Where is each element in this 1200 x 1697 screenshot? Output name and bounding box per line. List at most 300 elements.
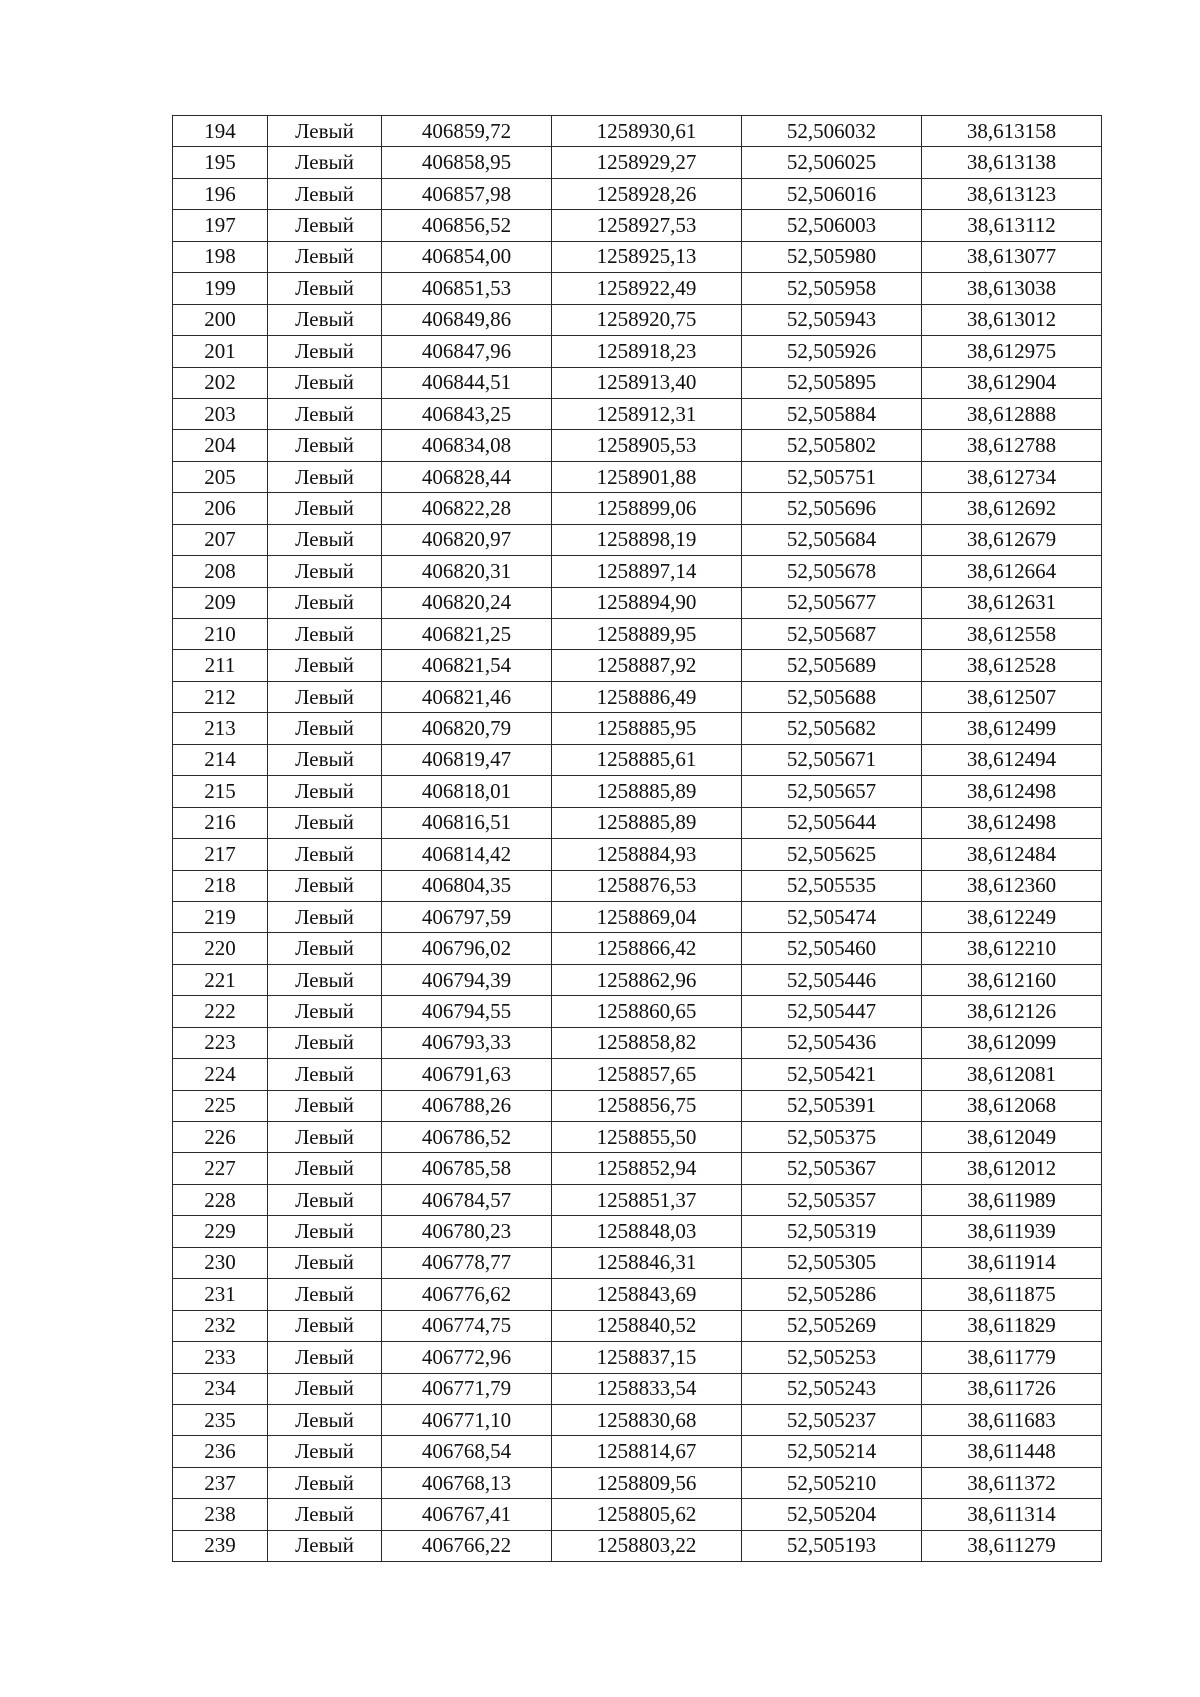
x-coordinate-cell: 406804,35 <box>382 870 552 901</box>
y-coordinate-cell: 1258913,40 <box>552 367 742 398</box>
y-coordinate-cell: 1258886,49 <box>552 681 742 712</box>
x-coordinate-cell: 406766,22 <box>382 1530 552 1561</box>
latitude-cell: 52,505751 <box>742 461 922 492</box>
y-coordinate-cell: 1258912,31 <box>552 398 742 429</box>
point-number-cell: 226 <box>173 1122 268 1153</box>
x-coordinate-cell: 406771,79 <box>382 1373 552 1404</box>
y-coordinate-cell: 1258858,82 <box>552 1027 742 1058</box>
latitude-cell: 52,505684 <box>742 524 922 555</box>
side-cell: Левый <box>268 1279 382 1310</box>
side-cell: Левый <box>268 556 382 587</box>
side-cell: Левый <box>268 304 382 335</box>
x-coordinate-cell: 406858,95 <box>382 147 552 178</box>
side-cell: Левый <box>268 933 382 964</box>
longitude-cell: 38,611372 <box>922 1467 1102 1498</box>
x-coordinate-cell: 406819,47 <box>382 744 552 775</box>
point-number-cell: 195 <box>173 147 268 178</box>
y-coordinate-cell: 1258846,31 <box>552 1247 742 1278</box>
table-row <box>173 807 1102 838</box>
table-row <box>173 619 1102 650</box>
point-number-cell: 224 <box>173 1059 268 1090</box>
longitude-cell: 38,611683 <box>922 1404 1102 1435</box>
x-coordinate-cell: 406834,08 <box>382 430 552 461</box>
point-number-cell: 234 <box>173 1373 268 1404</box>
x-coordinate-cell: 406794,55 <box>382 996 552 1027</box>
point-number-cell: 235 <box>173 1404 268 1435</box>
side-cell: Левый <box>268 870 382 901</box>
point-number-cell: 227 <box>173 1153 268 1184</box>
y-coordinate-cell: 1258852,94 <box>552 1153 742 1184</box>
side-cell: Левый <box>268 1247 382 1278</box>
point-number-cell: 210 <box>173 619 268 650</box>
longitude-cell: 38,611914 <box>922 1247 1102 1278</box>
latitude-cell: 52,505193 <box>742 1530 922 1561</box>
point-number-cell: 214 <box>173 744 268 775</box>
x-coordinate-cell: 406820,31 <box>382 556 552 587</box>
side-cell: Левый <box>268 430 382 461</box>
latitude-cell: 52,505688 <box>742 681 922 712</box>
y-coordinate-cell: 1258928,26 <box>552 178 742 209</box>
y-coordinate-cell: 1258848,03 <box>552 1216 742 1247</box>
x-coordinate-cell: 406821,25 <box>382 619 552 650</box>
latitude-cell: 52,505269 <box>742 1310 922 1341</box>
y-coordinate-cell: 1258876,53 <box>552 870 742 901</box>
latitude-cell: 52,505447 <box>742 996 922 1027</box>
longitude-cell: 38,612734 <box>922 461 1102 492</box>
x-coordinate-cell: 406768,13 <box>382 1467 552 1498</box>
y-coordinate-cell: 1258887,92 <box>552 650 742 681</box>
latitude-cell: 52,506032 <box>742 116 922 147</box>
x-coordinate-cell: 406822,28 <box>382 493 552 524</box>
table-row <box>173 1184 1102 1215</box>
longitude-cell: 38,611875 <box>922 1279 1102 1310</box>
x-coordinate-cell: 406820,97 <box>382 524 552 555</box>
latitude-cell: 52,505391 <box>742 1090 922 1121</box>
point-number-cell: 220 <box>173 933 268 964</box>
table-row <box>173 1247 1102 1278</box>
side-cell: Левый <box>268 839 382 870</box>
x-coordinate-cell: 406816,51 <box>382 807 552 838</box>
side-cell: Левый <box>268 901 382 932</box>
side-cell: Левый <box>268 1436 382 1467</box>
side-cell: Левый <box>268 1499 382 1530</box>
x-coordinate-cell: 406771,10 <box>382 1404 552 1435</box>
point-number-cell: 221 <box>173 964 268 995</box>
point-number-cell: 215 <box>173 776 268 807</box>
latitude-cell: 52,505460 <box>742 933 922 964</box>
latitude-cell: 52,505696 <box>742 493 922 524</box>
table-row <box>173 493 1102 524</box>
table-row <box>173 1467 1102 1498</box>
y-coordinate-cell: 1258889,95 <box>552 619 742 650</box>
table-row <box>173 147 1102 178</box>
x-coordinate-cell: 406780,23 <box>382 1216 552 1247</box>
side-cell: Левый <box>268 336 382 367</box>
y-coordinate-cell: 1258857,65 <box>552 1059 742 1090</box>
longitude-cell: 38,612528 <box>922 650 1102 681</box>
y-coordinate-cell: 1258885,61 <box>552 744 742 775</box>
point-number-cell: 204 <box>173 430 268 461</box>
table-row <box>173 1373 1102 1404</box>
side-cell: Левый <box>268 1530 382 1561</box>
y-coordinate-cell: 1258809,56 <box>552 1467 742 1498</box>
x-coordinate-cell: 406828,44 <box>382 461 552 492</box>
side-cell: Левый <box>268 681 382 712</box>
longitude-cell: 38,612499 <box>922 713 1102 744</box>
x-coordinate-cell: 406776,62 <box>382 1279 552 1310</box>
longitude-cell: 38,612484 <box>922 839 1102 870</box>
point-number-cell: 198 <box>173 241 268 272</box>
point-number-cell: 222 <box>173 996 268 1027</box>
y-coordinate-cell: 1258901,88 <box>552 461 742 492</box>
x-coordinate-cell: 406794,39 <box>382 964 552 995</box>
table-row <box>173 681 1102 712</box>
latitude-cell: 52,505682 <box>742 713 922 744</box>
latitude-cell: 52,505474 <box>742 901 922 932</box>
point-number-cell: 196 <box>173 178 268 209</box>
x-coordinate-cell: 406793,33 <box>382 1027 552 1058</box>
latitude-cell: 52,505446 <box>742 964 922 995</box>
longitude-cell: 38,611939 <box>922 1216 1102 1247</box>
latitude-cell: 52,505958 <box>742 273 922 304</box>
coordinates-table-body <box>173 116 1102 1562</box>
side-cell: Левый <box>268 398 382 429</box>
x-coordinate-cell: 406854,00 <box>382 241 552 272</box>
y-coordinate-cell: 1258862,96 <box>552 964 742 995</box>
longitude-cell: 38,612126 <box>922 996 1102 1027</box>
side-cell: Левый <box>268 1342 382 1373</box>
y-coordinate-cell: 1258856,75 <box>552 1090 742 1121</box>
y-coordinate-cell: 1258843,69 <box>552 1279 742 1310</box>
side-cell: Левый <box>268 1216 382 1247</box>
y-coordinate-cell: 1258922,49 <box>552 273 742 304</box>
latitude-cell: 52,505243 <box>742 1373 922 1404</box>
longitude-cell: 38,612012 <box>922 1153 1102 1184</box>
side-cell: Левый <box>268 964 382 995</box>
y-coordinate-cell: 1258930,61 <box>552 116 742 147</box>
side-cell: Левый <box>268 210 382 241</box>
y-coordinate-cell: 1258869,04 <box>552 901 742 932</box>
latitude-cell: 52,505367 <box>742 1153 922 1184</box>
side-cell: Левый <box>268 147 382 178</box>
longitude-cell: 38,612558 <box>922 619 1102 650</box>
table-row <box>173 1059 1102 1090</box>
table-row <box>173 1122 1102 1153</box>
point-number-cell: 200 <box>173 304 268 335</box>
longitude-cell: 38,612888 <box>922 398 1102 429</box>
latitude-cell: 52,506016 <box>742 178 922 209</box>
point-number-cell: 206 <box>173 493 268 524</box>
point-number-cell: 223 <box>173 1027 268 1058</box>
longitude-cell: 38,612788 <box>922 430 1102 461</box>
point-number-cell: 202 <box>173 367 268 398</box>
longitude-cell: 38,611314 <box>922 1499 1102 1530</box>
side-cell: Левый <box>268 1404 382 1435</box>
latitude-cell: 52,505943 <box>742 304 922 335</box>
x-coordinate-cell: 406791,63 <box>382 1059 552 1090</box>
side-cell: Левый <box>268 744 382 775</box>
side-cell: Левый <box>268 650 382 681</box>
side-cell: Левый <box>268 1310 382 1341</box>
longitude-cell: 38,612631 <box>922 587 1102 618</box>
x-coordinate-cell: 406774,75 <box>382 1310 552 1341</box>
longitude-cell: 38,611779 <box>922 1342 1102 1373</box>
x-coordinate-cell: 406847,96 <box>382 336 552 367</box>
x-coordinate-cell: 406843,25 <box>382 398 552 429</box>
point-number-cell: 230 <box>173 1247 268 1278</box>
table-row <box>173 1310 1102 1341</box>
longitude-cell: 38,612507 <box>922 681 1102 712</box>
table-row <box>173 1404 1102 1435</box>
y-coordinate-cell: 1258814,67 <box>552 1436 742 1467</box>
point-number-cell: 213 <box>173 713 268 744</box>
x-coordinate-cell: 406857,98 <box>382 178 552 209</box>
side-cell: Левый <box>268 1373 382 1404</box>
y-coordinate-cell: 1258885,89 <box>552 776 742 807</box>
point-number-cell: 203 <box>173 398 268 429</box>
longitude-cell: 38,613158 <box>922 116 1102 147</box>
table-row <box>173 1216 1102 1247</box>
latitude-cell: 52,505421 <box>742 1059 922 1090</box>
point-number-cell: 238 <box>173 1499 268 1530</box>
longitude-cell: 38,611726 <box>922 1373 1102 1404</box>
latitude-cell: 52,506025 <box>742 147 922 178</box>
point-number-cell: 207 <box>173 524 268 555</box>
longitude-cell: 38,612692 <box>922 493 1102 524</box>
point-number-cell: 217 <box>173 839 268 870</box>
side-cell: Левый <box>268 1184 382 1215</box>
table-row <box>173 461 1102 492</box>
x-coordinate-cell: 406767,41 <box>382 1499 552 1530</box>
side-cell: Левый <box>268 1153 382 1184</box>
y-coordinate-cell: 1258837,15 <box>552 1342 742 1373</box>
point-number-cell: 237 <box>173 1467 268 1498</box>
y-coordinate-cell: 1258840,52 <box>552 1310 742 1341</box>
side-cell: Левый <box>268 1122 382 1153</box>
longitude-cell: 38,613077 <box>922 241 1102 272</box>
table-row <box>173 210 1102 241</box>
latitude-cell: 52,505657 <box>742 776 922 807</box>
x-coordinate-cell: 406849,86 <box>382 304 552 335</box>
side-cell: Левый <box>268 1467 382 1498</box>
latitude-cell: 52,505375 <box>742 1122 922 1153</box>
latitude-cell: 52,505253 <box>742 1342 922 1373</box>
latitude-cell: 52,505884 <box>742 398 922 429</box>
side-cell: Левый <box>268 273 382 304</box>
latitude-cell: 52,505926 <box>742 336 922 367</box>
y-coordinate-cell: 1258805,62 <box>552 1499 742 1530</box>
point-number-cell: 233 <box>173 1342 268 1373</box>
x-coordinate-cell: 406796,02 <box>382 933 552 964</box>
y-coordinate-cell: 1258830,68 <box>552 1404 742 1435</box>
point-number-cell: 205 <box>173 461 268 492</box>
table-row <box>173 1530 1102 1561</box>
table-row <box>173 367 1102 398</box>
y-coordinate-cell: 1258866,42 <box>552 933 742 964</box>
longitude-cell: 38,613138 <box>922 147 1102 178</box>
latitude-cell: 52,505436 <box>742 1027 922 1058</box>
point-number-cell: 199 <box>173 273 268 304</box>
table-row <box>173 398 1102 429</box>
y-coordinate-cell: 1258885,95 <box>552 713 742 744</box>
longitude-cell: 38,612904 <box>922 367 1102 398</box>
longitude-cell: 38,612498 <box>922 807 1102 838</box>
latitude-cell: 52,505625 <box>742 839 922 870</box>
y-coordinate-cell: 1258898,19 <box>552 524 742 555</box>
y-coordinate-cell: 1258851,37 <box>552 1184 742 1215</box>
table-row <box>173 870 1102 901</box>
point-number-cell: 228 <box>173 1184 268 1215</box>
table-row <box>173 524 1102 555</box>
latitude-cell: 52,505677 <box>742 587 922 618</box>
table-row <box>173 996 1102 1027</box>
side-cell: Левый <box>268 1027 382 1058</box>
latitude-cell: 52,505689 <box>742 650 922 681</box>
y-coordinate-cell: 1258894,90 <box>552 587 742 618</box>
x-coordinate-cell: 406785,58 <box>382 1153 552 1184</box>
point-number-cell: 236 <box>173 1436 268 1467</box>
table-row <box>173 273 1102 304</box>
longitude-cell: 38,612081 <box>922 1059 1102 1090</box>
table-row <box>173 1279 1102 1310</box>
point-number-cell: 211 <box>173 650 268 681</box>
table-row <box>173 933 1102 964</box>
side-cell: Левый <box>268 996 382 1027</box>
y-coordinate-cell: 1258899,06 <box>552 493 742 524</box>
point-number-cell: 209 <box>173 587 268 618</box>
x-coordinate-cell: 406768,54 <box>382 1436 552 1467</box>
latitude-cell: 52,505204 <box>742 1499 922 1530</box>
table-row <box>173 116 1102 147</box>
x-coordinate-cell: 406859,72 <box>382 116 552 147</box>
side-cell: Левый <box>268 807 382 838</box>
point-number-cell: 231 <box>173 1279 268 1310</box>
side-cell: Левый <box>268 178 382 209</box>
longitude-cell: 38,613123 <box>922 178 1102 209</box>
latitude-cell: 52,505357 <box>742 1184 922 1215</box>
table-row <box>173 713 1102 744</box>
table-row <box>173 744 1102 775</box>
side-cell: Левый <box>268 776 382 807</box>
longitude-cell: 38,612099 <box>922 1027 1102 1058</box>
latitude-cell: 52,505678 <box>742 556 922 587</box>
x-coordinate-cell: 406784,57 <box>382 1184 552 1215</box>
latitude-cell: 52,505237 <box>742 1404 922 1435</box>
table-row <box>173 178 1102 209</box>
longitude-cell: 38,612360 <box>922 870 1102 901</box>
side-cell: Левый <box>268 367 382 398</box>
table-row <box>173 1090 1102 1121</box>
table-row <box>173 964 1102 995</box>
side-cell: Левый <box>268 1090 382 1121</box>
x-coordinate-cell: 406844,51 <box>382 367 552 398</box>
table-row <box>173 901 1102 932</box>
longitude-cell: 38,612679 <box>922 524 1102 555</box>
point-number-cell: 216 <box>173 807 268 838</box>
latitude-cell: 52,505286 <box>742 1279 922 1310</box>
y-coordinate-cell: 1258905,53 <box>552 430 742 461</box>
point-number-cell: 239 <box>173 1530 268 1561</box>
y-coordinate-cell: 1258860,65 <box>552 996 742 1027</box>
latitude-cell: 52,506003 <box>742 210 922 241</box>
table-row <box>173 430 1102 461</box>
y-coordinate-cell: 1258920,75 <box>552 304 742 335</box>
latitude-cell: 52,505644 <box>742 807 922 838</box>
side-cell: Левый <box>268 116 382 147</box>
table-row <box>173 1499 1102 1530</box>
point-number-cell: 219 <box>173 901 268 932</box>
latitude-cell: 52,505305 <box>742 1247 922 1278</box>
point-number-cell: 194 <box>173 116 268 147</box>
y-coordinate-cell: 1258897,14 <box>552 556 742 587</box>
longitude-cell: 38,612664 <box>922 556 1102 587</box>
point-number-cell: 229 <box>173 1216 268 1247</box>
point-number-cell: 208 <box>173 556 268 587</box>
longitude-cell: 38,612249 <box>922 901 1102 932</box>
x-coordinate-cell: 406851,53 <box>382 273 552 304</box>
latitude-cell: 52,505671 <box>742 744 922 775</box>
longitude-cell: 38,612975 <box>922 336 1102 367</box>
x-coordinate-cell: 406788,26 <box>382 1090 552 1121</box>
table-row <box>173 241 1102 272</box>
y-coordinate-cell: 1258929,27 <box>552 147 742 178</box>
point-number-cell: 225 <box>173 1090 268 1121</box>
side-cell: Левый <box>268 241 382 272</box>
table-row <box>173 336 1102 367</box>
longitude-cell: 38,611279 <box>922 1530 1102 1561</box>
point-number-cell: 197 <box>173 210 268 241</box>
side-cell: Левый <box>268 619 382 650</box>
side-cell: Левый <box>268 524 382 555</box>
table-row <box>173 1153 1102 1184</box>
y-coordinate-cell: 1258884,93 <box>552 839 742 870</box>
y-coordinate-cell: 1258918,23 <box>552 336 742 367</box>
latitude-cell: 52,505319 <box>742 1216 922 1247</box>
table-row <box>173 304 1102 335</box>
y-coordinate-cell: 1258927,53 <box>552 210 742 241</box>
longitude-cell: 38,611829 <box>922 1310 1102 1341</box>
latitude-cell: 52,505687 <box>742 619 922 650</box>
y-coordinate-cell: 1258803,22 <box>552 1530 742 1561</box>
table-row <box>173 650 1102 681</box>
x-coordinate-cell: 406821,46 <box>382 681 552 712</box>
longitude-cell: 38,612210 <box>922 933 1102 964</box>
point-number-cell: 232 <box>173 1310 268 1341</box>
latitude-cell: 52,505535 <box>742 870 922 901</box>
x-coordinate-cell: 406814,42 <box>382 839 552 870</box>
y-coordinate-cell: 1258885,89 <box>552 807 742 838</box>
coordinates-table <box>172 115 1102 1562</box>
x-coordinate-cell: 406820,79 <box>382 713 552 744</box>
x-coordinate-cell: 406797,59 <box>382 901 552 932</box>
longitude-cell: 38,612049 <box>922 1122 1102 1153</box>
point-number-cell: 218 <box>173 870 268 901</box>
y-coordinate-cell: 1258925,13 <box>552 241 742 272</box>
side-cell: Левый <box>268 713 382 744</box>
table-row <box>173 587 1102 618</box>
longitude-cell: 38,613038 <box>922 273 1102 304</box>
x-coordinate-cell: 406818,01 <box>382 776 552 807</box>
table-row <box>173 839 1102 870</box>
side-cell: Левый <box>268 493 382 524</box>
latitude-cell: 52,505980 <box>742 241 922 272</box>
latitude-cell: 52,505214 <box>742 1436 922 1467</box>
latitude-cell: 52,505802 <box>742 430 922 461</box>
side-cell: Левый <box>268 1059 382 1090</box>
longitude-cell: 38,612498 <box>922 776 1102 807</box>
point-number-cell: 201 <box>173 336 268 367</box>
side-cell: Левый <box>268 587 382 618</box>
